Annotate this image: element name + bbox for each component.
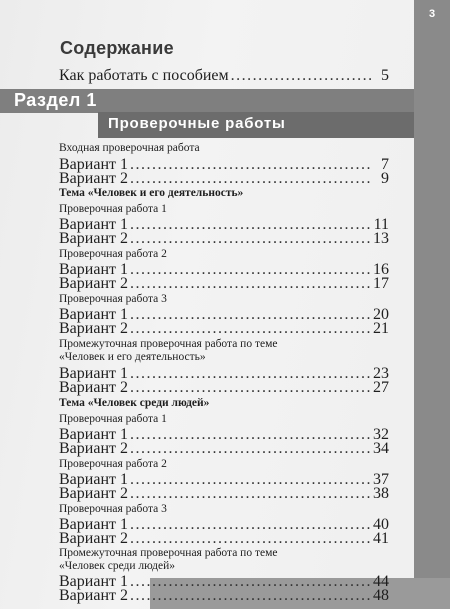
- toc-row[interactable]: [59, 365, 389, 382]
- toc-heading: Входная проверочная работа: [59, 142, 200, 154]
- toc-label: Как работать с пособием: [59, 67, 229, 84]
- page-title: Содержание: [60, 38, 174, 58]
- toc-label: Вариант 2: [59, 485, 128, 502]
- toc-row[interactable]: [59, 440, 389, 457]
- toc-row[interactable]: [59, 516, 389, 533]
- section-title: Проверочные работы: [108, 115, 286, 132]
- leader-dots: [130, 587, 371, 605]
- section-label: Раздел 1: [14, 90, 97, 110]
- toc-heading: Проверочная работа 3: [59, 293, 167, 305]
- toc-label: Вариант 1: [59, 306, 128, 323]
- toc-heading: Промежуточная проверочная работа по теме: [59, 338, 278, 350]
- toc-row[interactable]: [59, 587, 389, 604]
- toc-row[interactable]: [59, 306, 389, 323]
- toc-label: Вариант 2: [59, 440, 128, 457]
- toc-row[interactable]: [59, 485, 389, 502]
- toc-label: Вариант 2: [59, 275, 128, 292]
- toc-page: 11: [373, 216, 389, 233]
- leader-dots: [130, 379, 371, 397]
- toc-label: Вариант 1: [59, 471, 128, 488]
- leader-dots: [130, 485, 371, 503]
- toc-row[interactable]: [59, 426, 389, 443]
- toc-page: 32: [373, 426, 389, 443]
- toc-label: Вариант 1: [59, 156, 128, 173]
- toc-row-intro[interactable]: [59, 67, 389, 84]
- toc-label: Вариант 1: [59, 573, 128, 590]
- toc-page: 17: [373, 275, 389, 292]
- page-number: 3: [428, 8, 436, 20]
- toc-heading: Проверочная работа 1: [59, 203, 167, 215]
- toc-label: Вариант 1: [59, 365, 128, 382]
- toc-label: Вариант 1: [59, 516, 128, 533]
- toc-label: Вариант 2: [59, 530, 128, 547]
- theme-heading: Тема «Человек и его деятельность»: [59, 187, 244, 199]
- leader-dots: [130, 230, 371, 248]
- leader-dots: [130, 170, 371, 188]
- toc-page: 44: [373, 573, 389, 590]
- leader-dots: [130, 440, 371, 458]
- toc-label: Вариант 2: [59, 379, 128, 396]
- leader-dots: [130, 320, 371, 338]
- toc-heading: Проверочная работа 2: [59, 248, 167, 260]
- toc-page: 7: [381, 156, 389, 173]
- toc-heading: «Человек среди людей»: [59, 560, 176, 572]
- toc-page: 37: [373, 471, 389, 488]
- toc-page: 38: [373, 485, 389, 502]
- leader-dots: [231, 67, 371, 85]
- toc-label: Вариант 1: [59, 261, 128, 278]
- toc-page: 23: [373, 365, 389, 382]
- leader-dots: [130, 530, 371, 548]
- toc-label: Вариант 1: [59, 216, 128, 233]
- toc-row[interactable]: [59, 170, 389, 187]
- toc-page: 21: [373, 320, 389, 337]
- toc-page: 40: [373, 516, 389, 533]
- toc-row[interactable]: [59, 261, 389, 278]
- toc-heading: Проверочная работа 2: [59, 458, 167, 470]
- page-edge-strip: [414, 0, 450, 609]
- toc-page: 16: [373, 261, 389, 278]
- toc-label: Вариант 2: [59, 230, 128, 247]
- toc-label: Вариант 2: [59, 320, 128, 337]
- toc-row[interactable]: [59, 156, 389, 173]
- toc-page: 13: [373, 230, 389, 247]
- toc-page: 5: [381, 67, 389, 84]
- toc-row[interactable]: [59, 216, 389, 233]
- toc-row[interactable]: [59, 530, 389, 547]
- toc-heading: Проверочная работа 3: [59, 503, 167, 515]
- theme-heading: Тема «Человек среди людей»: [59, 397, 210, 409]
- toc-row[interactable]: [59, 320, 389, 337]
- leader-dots: [130, 275, 371, 293]
- toc-page: 48: [373, 587, 389, 604]
- toc-page: 41: [373, 530, 389, 547]
- toc-heading: «Человек и его деятельность»: [59, 351, 206, 363]
- toc-row[interactable]: [59, 379, 389, 396]
- toc-page: 9: [381, 170, 389, 187]
- toc-row[interactable]: [59, 230, 389, 247]
- toc-row[interactable]: [59, 573, 389, 590]
- toc-label: Вариант 1: [59, 426, 128, 443]
- toc-heading: Промежуточная проверочная работа по теме: [59, 547, 278, 559]
- toc-label: Вариант 2: [59, 170, 128, 187]
- toc-page: 20: [373, 306, 389, 323]
- toc-heading: Проверочная работа 1: [59, 413, 167, 425]
- toc-row[interactable]: [59, 275, 389, 292]
- toc-label: Вариант 2: [59, 587, 128, 604]
- toc-row[interactable]: [59, 471, 389, 488]
- toc-page: 34: [373, 440, 389, 457]
- toc-page: 27: [373, 379, 389, 396]
